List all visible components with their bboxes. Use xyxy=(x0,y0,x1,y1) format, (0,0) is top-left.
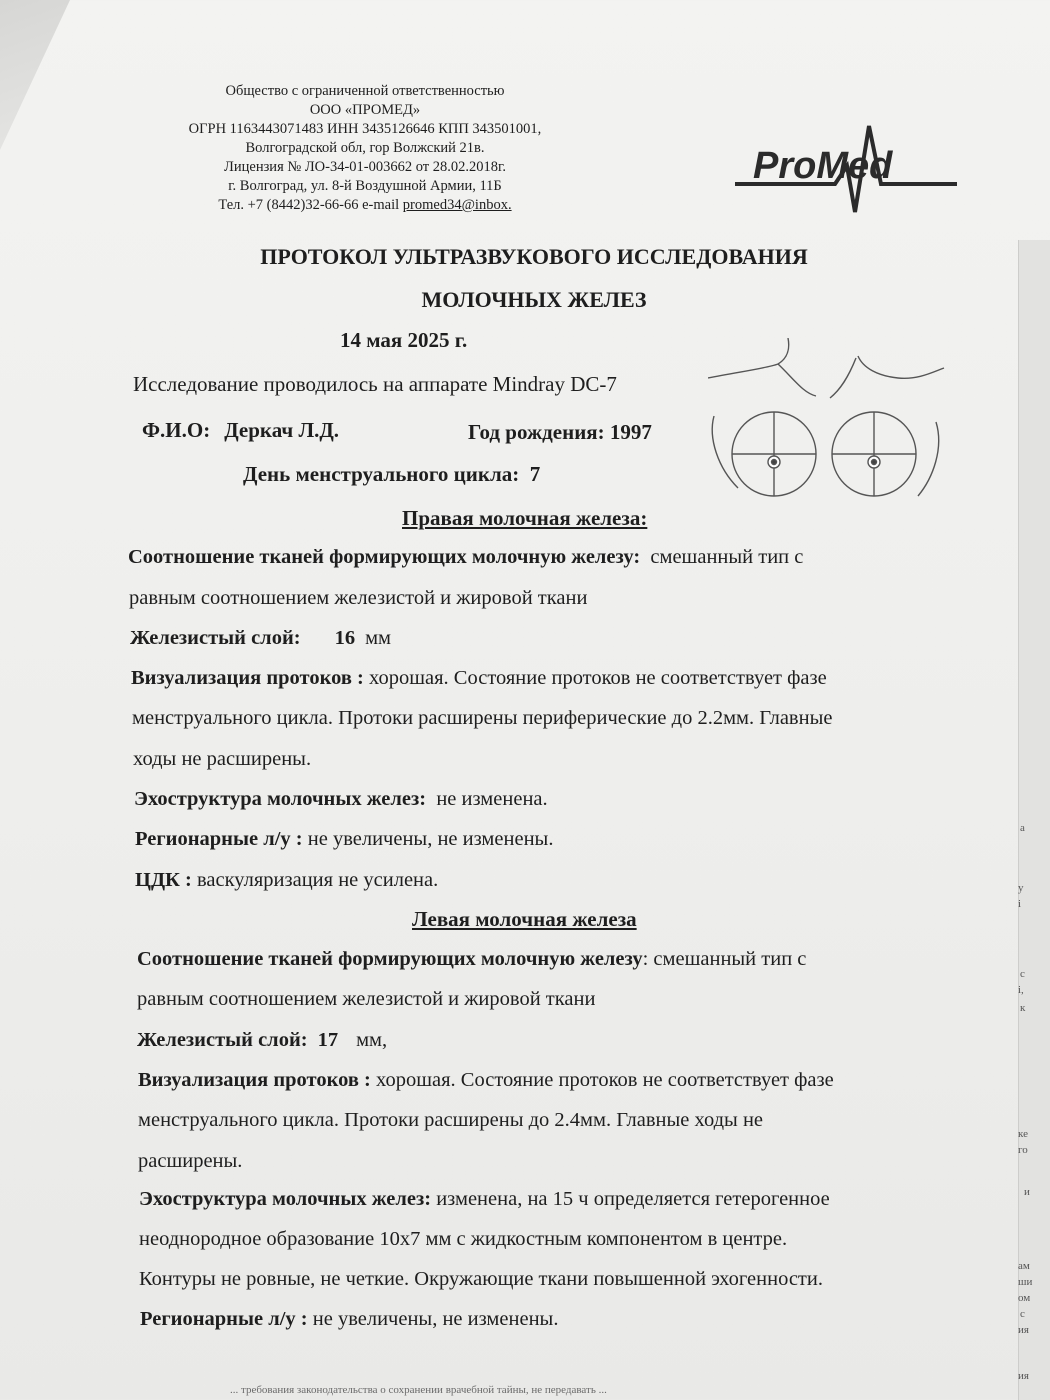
cycle-day xyxy=(243,462,540,487)
left-ducts-cont-2: расширены. xyxy=(138,1150,243,1172)
patient-birth-year xyxy=(468,420,652,445)
left-ducts-value: хорошая. Состояние протоков не соответствует фазе xyxy=(376,1069,834,1091)
right-gland-label: Железистый слой: xyxy=(130,627,301,649)
right-ratio-value: смешанный тип с xyxy=(650,546,804,568)
left-ducts-label: Визуализация протоков : xyxy=(138,1069,371,1091)
right-ducts-cont-2: ходы не расширены. xyxy=(133,748,312,770)
margin-fragment: у xyxy=(1018,882,1024,894)
left-ratio-label: Соотношение тканей формирующих молочную железу xyxy=(137,948,643,970)
header-contact xyxy=(130,196,600,215)
left-ratio-cont: равным соотношением железистой и жировой ткани xyxy=(137,988,596,1010)
header-phone: Тел. +7 (8442)32-66-66 e-mail xyxy=(218,197,403,213)
right-echo-value: не изменена. xyxy=(436,788,548,810)
left-echo-cont-2: Контуры не ровные, не четкие. Окружающие ткани повышенной эхогенности. xyxy=(139,1268,823,1290)
protocol-subtitle: МОЛОЧНЫХ ЖЕЛЕЗ xyxy=(421,287,647,312)
right-ln-value: не увеличены, не изменены. xyxy=(307,828,554,850)
right-ratio-cont: равным соотношением железистой и жировой ткани xyxy=(129,587,588,609)
header-line-6: г. Волгоград, ул. 8-й Воздушной Армии, 11Б xyxy=(228,178,502,194)
left-gland-label: Железистый слой: xyxy=(137,1029,308,1051)
cycle-value: 7 xyxy=(529,462,541,486)
left-gland-value: 17 xyxy=(317,1029,339,1051)
fio-value: Деркач Л.Д. xyxy=(224,418,340,442)
right-echo-label: Эхоструктура молочных желез: xyxy=(134,788,427,810)
left-lymph-nodes xyxy=(140,1308,558,1331)
right-cdk-value: васкуляризация не усилена. xyxy=(197,869,439,891)
left-ducts xyxy=(138,1069,834,1092)
right-echo xyxy=(134,788,548,811)
logo-text: ProMed xyxy=(753,145,893,187)
exam-device: Исследование проводилось на аппарате Mindray DC-7 xyxy=(133,372,617,396)
margin-fragment: с xyxy=(1020,968,1025,980)
breast-diagram xyxy=(708,338,946,508)
margin-fragment: с xyxy=(1020,1308,1025,1320)
margin-fragment: ши xyxy=(1018,1276,1033,1288)
right-ducts-cont-1: менструального цикла. Протоки расширены периферические до 2.2мм. Главные xyxy=(132,707,833,729)
left-echo-label: Эхоструктура молочных желез: xyxy=(139,1188,432,1210)
fio-label: Ф.И.О: xyxy=(142,418,211,442)
left-ln-label: Регионарные л/у : xyxy=(140,1308,308,1330)
right-ratio-label: Соотношение тканей формирующих молочную железу: xyxy=(128,546,641,568)
left-ratio xyxy=(137,948,806,971)
margin-fragment: к xyxy=(1020,1002,1026,1014)
right-ducts xyxy=(131,667,827,690)
header-email: promed34@inbox. xyxy=(402,197,512,213)
margin-fragment: ия xyxy=(1018,1370,1029,1382)
right-breast-title: Правая молочная железа: xyxy=(402,506,648,530)
left-breast-title: Левая молочная железа xyxy=(412,907,637,931)
right-lymph-nodes xyxy=(135,828,553,851)
left-echo-cont-1: неоднородное образование 10х7 мм с жидкостным компонентом в центре. xyxy=(139,1228,788,1250)
right-gland-layer xyxy=(130,627,391,650)
margin-fragment: ам xyxy=(1018,1260,1030,1272)
margin-fragment: ом xyxy=(1018,1292,1031,1304)
margin-fragment: и xyxy=(1024,1186,1030,1198)
margin-fragment: і xyxy=(1018,898,1022,910)
right-cdk xyxy=(135,869,438,892)
margin-fragment: го xyxy=(1018,1144,1028,1156)
promed-logo xyxy=(735,120,960,220)
left-gland-layer xyxy=(137,1029,387,1052)
right-gland-unit: мм xyxy=(365,627,392,649)
right-cdk-label: ЦДК : xyxy=(135,869,192,891)
footer-note: ... требования законодательства о сохранении врачебной тайны, не передавать ... xyxy=(230,1384,607,1396)
right-gland-value: 16 xyxy=(334,627,356,649)
right-ln-label: Регионарные л/у : xyxy=(135,828,303,850)
header-line-2: ООО «ПРОМЕД» xyxy=(309,102,421,118)
exam-date: 14 мая 2025 г. xyxy=(340,328,468,352)
header-line-1: Общество с ограниченной ответственностью xyxy=(225,83,505,99)
left-ln-value: не увеличены, не изменены. xyxy=(312,1308,559,1330)
header-line-5: Лицензия № ЛО-34-01-003662 от 28.02.2018г. xyxy=(224,159,506,175)
left-gland-unit: мм, xyxy=(356,1029,388,1051)
patient-name xyxy=(142,418,339,443)
right-ducts-value: хорошая. Состояние протоков не соответствует фазе xyxy=(369,667,827,689)
birth-value: 1997 xyxy=(609,420,652,444)
right-ducts-label: Визуализация протоков : xyxy=(131,667,364,689)
margin-fragment: ке xyxy=(1018,1128,1028,1140)
header-line-4: Волгоградской обл, гор Волжский 21в. xyxy=(245,140,485,156)
left-ducts-cont-1: менструального цикла. Протоки расширены до 2.4мм. Главные ходы не xyxy=(138,1109,764,1131)
margin-fragment: а xyxy=(1020,822,1025,834)
left-echo xyxy=(139,1188,830,1211)
margin-fragment: ия xyxy=(1018,1324,1029,1336)
right-ratio xyxy=(128,546,803,569)
birth-label: Год рождения: xyxy=(468,420,605,444)
clinic-header xyxy=(130,82,600,215)
left-ratio-value: : смешанный тип с xyxy=(642,948,807,970)
cycle-label: День менструального цикла: xyxy=(243,462,520,486)
margin-fragment: і, xyxy=(1018,984,1024,996)
header-line-3: ОГРН 1163443071483 ИНН 3435126646 КПП 343501001, xyxy=(188,121,542,137)
protocol-title: ПРОТОКОЛ УЛЬТРАЗВУКОВОГО ИССЛЕДОВАНИЯ xyxy=(260,244,808,269)
left-echo-value: изменена, на 15 ч определяется гетерогенное xyxy=(436,1188,830,1210)
